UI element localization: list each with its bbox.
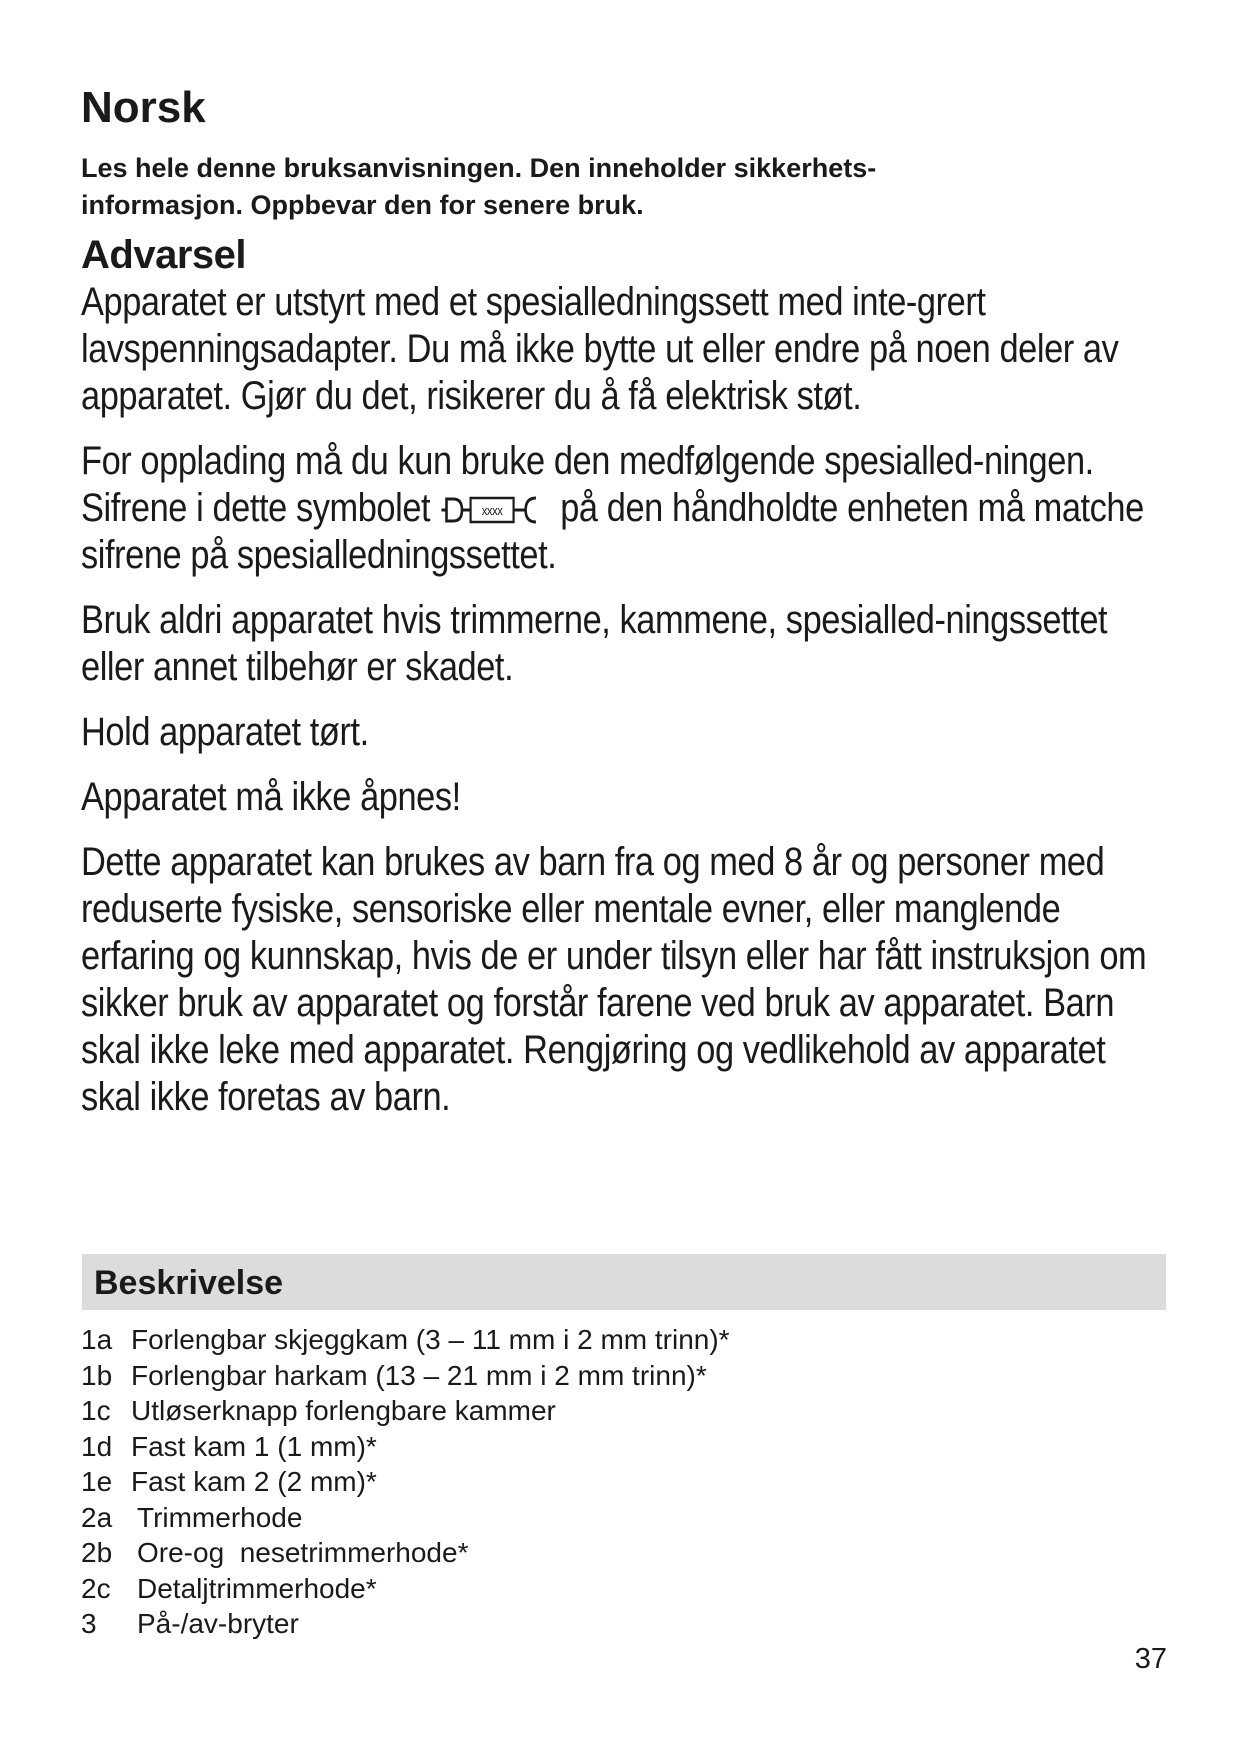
charging-cord-symbol-icon [441, 493, 549, 527]
warning-paragraph-1-text: Apparatet er utstyrt med et spesialledningssett med inte-grert lavspenningsadapter. Du må ikke bytte ut eller endre på noen deler av apparatet. Gjør du det, risikerer du å få elektrisk støt. [81, 280, 1119, 418]
intro-line-2: informasjon. Oppbevar den for senere bruk. [81, 190, 644, 220]
item-text: Fast kam 1 (1 mm)* [131, 1430, 377, 1462]
warning-section [81, 232, 1167, 1139]
language-title: Norsk [81, 83, 206, 132]
warning-paragraph-2-after: på den håndholdte enheten må matche sifrene på spesialledningssettet. [81, 486, 1144, 577]
warning-paragraph-3 [81, 597, 1167, 691]
item-text: Detaljtrimmerhode* [137, 1572, 377, 1604]
item-number: 2b [81, 1537, 113, 1568]
item-number: 1e [81, 1466, 113, 1497]
item-text: Forlengbar harkam (13 – 21 mm i 2 mm trinn)* [131, 1359, 707, 1391]
page-number: 37 [1134, 1643, 1167, 1675]
intro-line-1: Les hele denne bruksanvisningen. Den inneholder sikkerhets- [81, 153, 877, 183]
list-item [81, 1464, 1161, 1500]
list-item [81, 1358, 1161, 1394]
item-text: Utløserknapp forlengbare kammer [131, 1395, 556, 1426]
list-item [81, 1500, 1161, 1536]
list-item [81, 1322, 1161, 1358]
symbol-label: xxxx [481, 503, 503, 519]
item-text: Ore-og nesetrimmerhode* [137, 1537, 469, 1568]
item-number: 2a [81, 1501, 113, 1533]
warning-paragraph-5-text: Apparatet må ikke åpnes! [81, 775, 461, 819]
item-text: Forlengbar skjeggkam (3 – 11 mm i 2 mm trinn)* [131, 1324, 730, 1355]
parts-list [81, 1322, 1161, 1642]
description-heading-bar [82, 1254, 1166, 1310]
description-heading: Beskrivelse [94, 1264, 284, 1302]
warning-paragraph-2-body [81, 438, 1164, 579]
warning-paragraph-4-text: Hold apparatet tørt. [81, 710, 369, 754]
item-text: Trimmerhode [137, 1501, 303, 1533]
warning-paragraph-2 [81, 438, 1167, 579]
item-number: 2c [81, 1572, 111, 1604]
warning-heading: Advarsel [81, 233, 246, 277]
warning-paragraph-6 [81, 839, 1167, 1121]
list-item [81, 1606, 1161, 1642]
item-number: 1d [81, 1430, 113, 1462]
warning-paragraph-5 [81, 774, 1167, 821]
list-item [81, 1393, 1161, 1429]
list-item [81, 1571, 1161, 1607]
item-text: På-/av-bryter [137, 1608, 299, 1639]
item-number: 1c [81, 1395, 111, 1426]
item-number: 1a [81, 1324, 113, 1355]
warning-paragraph-2-before: For opplading må du kun bruke den medfølgende spesialled-ningen. Sifrene i dette symbolet [81, 439, 1094, 530]
warning-paragraph-1 [81, 279, 1167, 420]
item-text: Fast kam 2 (2 mm)* [131, 1466, 377, 1497]
item-number: 1b [81, 1359, 113, 1391]
warning-paragraph-6-text: Dette apparatet kan brukes av barn fra og med 8 år og personer med reduserte fysiske, sensoriske eller mentale evner, eller manglende erfaring og kunnskap, hvis de er under tilsyn eller har fått instruksjon om sikker bruk av apparatet og forstår farene ved bruk av apparatet. Barn skal ikke leke med apparatet. Rengjøring og vedlikehold av apparatet skal ikke foretas av barn. [81, 840, 1147, 1119]
list-item [81, 1429, 1161, 1465]
intro-text [81, 150, 1161, 224]
item-number: 3 [81, 1608, 97, 1639]
warning-paragraph-3-text: Bruk aldri apparatet hvis trimmerne, kammene, spesialled-ningssettet eller annet tilbehør er skadet. [81, 598, 1108, 689]
warning-paragraph-4 [81, 709, 1167, 756]
list-item [81, 1535, 1161, 1571]
